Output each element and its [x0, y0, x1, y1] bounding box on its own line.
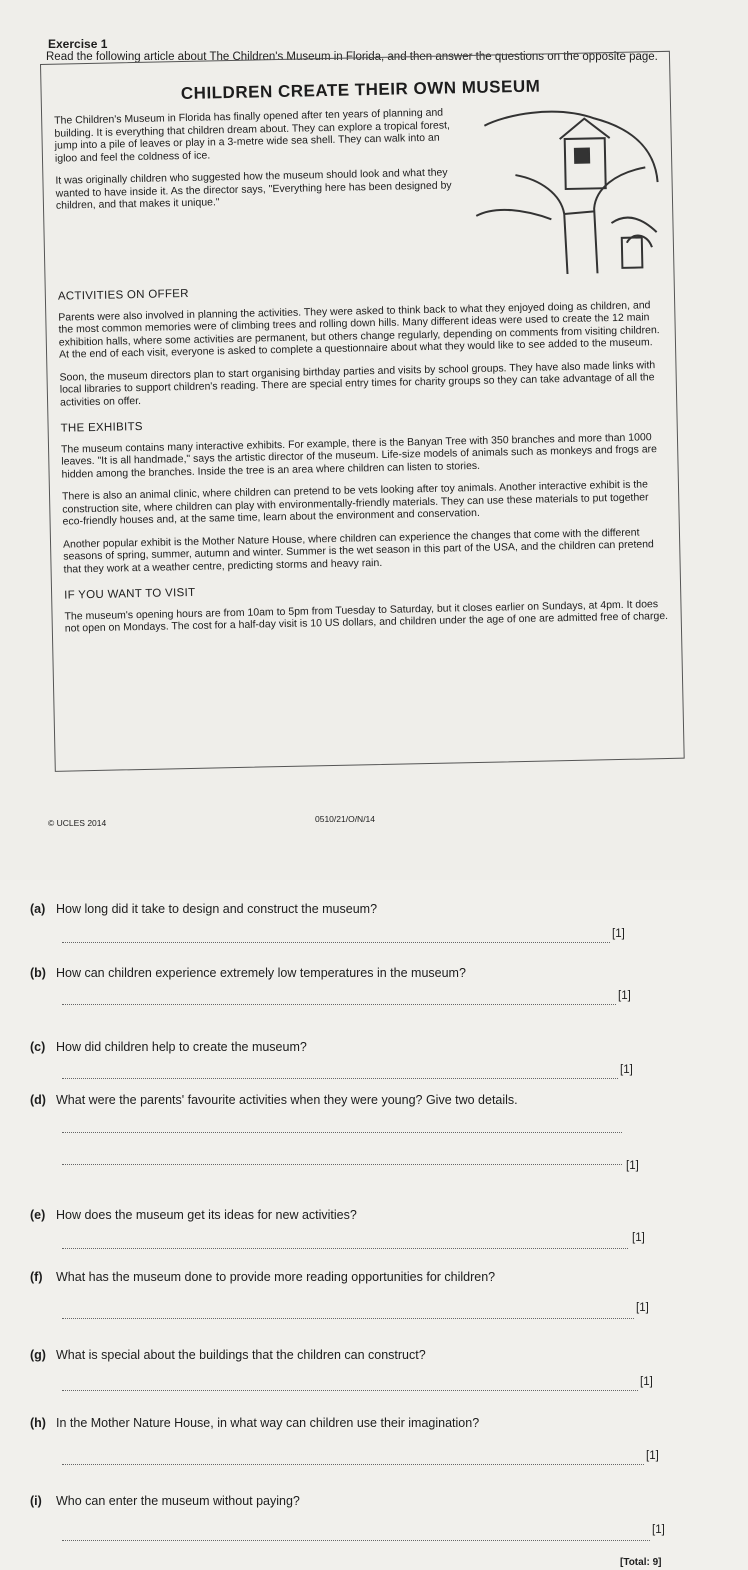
activities-paragraph-2: Soon, the museum directors plan to start organising birthday parties and visits by school groups. They have also made links with local libraries to support children's reading. There are special entry times for charity groups so they can take advantage of all the activities on offer.	[59, 358, 656, 409]
exercise-label: Exercise 1	[48, 37, 108, 51]
mark-g: [1]	[640, 1376, 653, 1388]
section-heading-visit: IF YOU WANT TO VISIT	[64, 586, 196, 602]
copyright: © UCLES 2014	[48, 818, 107, 828]
answer-line-g[interactable]	[62, 1390, 638, 1391]
answer-line-d2[interactable]	[62, 1164, 622, 1165]
exhibits-paragraph-1: The museum contains many interactive exhibits. For example, there is the Banyan Tree with 350 branches and more than 1000 leaves. "It is all handmade," says the artistic director of the museum. Life-size models of animals such as monkeys and frogs are hidden among the branches. Inside the tree is an area where children can listen to stories.	[60, 430, 658, 481]
answer-line-c[interactable]	[62, 1078, 618, 1079]
mark-h: [1]	[646, 1450, 659, 1462]
question-c: (c) How did children help to create the museum?	[30, 1040, 307, 1054]
section-heading-exhibits: THE EXHIBITS	[60, 420, 143, 435]
total-marks: [Total: 9]	[620, 1557, 662, 1568]
question-f: (f) What has the museum done to provide more reading opportunities for children?	[30, 1270, 496, 1284]
question-h: (h) In the Mother Nature House, in what way can children use their imagination?	[30, 1416, 480, 1430]
mark-a: [1]	[612, 928, 625, 940]
question-a: (a) How long did it take to design and construct the museum?	[30, 902, 378, 916]
article-body	[57, 264, 669, 645]
mark-f: [1]	[636, 1302, 649, 1314]
article-intro	[54, 106, 456, 222]
section-heading-activities: ACTIVITIES ON OFFER	[57, 287, 189, 303]
answer-line-i[interactable]	[62, 1540, 650, 1541]
answer-line-b[interactable]	[62, 1004, 616, 1005]
exhibits-paragraph-2: There is also an animal clinic, where children can pretend to be vets looking after toy animals. Another interactive exhibit is the construction site, where children can play with environmentally-friendly materials. They can use these materials to put together eco-friendly houses and, at the same time, learn about the environment and conservation.	[61, 478, 649, 528]
visit-paragraph-1: The museum's opening hours are from 10am to 5pm from Tuesday to Saturday, but it closes earlier on Sundays, at 4pm. It does not open on Mondays. The cost for a half-day visit is 10 US dollars, and children under the age of one are admitted free of charge.	[64, 597, 669, 635]
mark-e: [1]	[632, 1232, 645, 1244]
question-i: (i) Who can enter the museum without paying?	[30, 1494, 300, 1508]
activities-paragraph-1: Parents were also involved in planning the activities. They were asked to think back to what they enjoyed doing as children, and the most common memories were of climbing trees and rolling down hills. Many different ideas were used to create the 12 main exhibition halls, where some activities are permanent, but others change regularly, depending on comments from visiting children. At the end of each visit, everyone is asked to complete a questionnaire about what they would like to see added to the museum.	[58, 298, 660, 361]
mark-i: [1]	[652, 1524, 665, 1536]
mark-b: [1]	[618, 990, 631, 1002]
question-e: (e) How does the museum get its ideas for new activities?	[30, 1208, 357, 1222]
article-box	[40, 51, 685, 772]
answer-line-f[interactable]	[62, 1318, 634, 1319]
answer-line-e[interactable]	[62, 1248, 628, 1249]
intro-paragraph-1: The Children's Museum in Florida has finally opened after ten years of planning and building. It is everything that children dream about. They can explore a tropical forest, jump into a pile of leaves or play in a 3-metre wide sea shell. They can walk into an igloo and feel the coldness of ice.	[54, 106, 451, 165]
answer-line-d1[interactable]	[62, 1132, 622, 1133]
question-d: (d) What were the parents' favourite activities when they were young? Give two details.	[30, 1093, 518, 1107]
answer-line-h[interactable]	[62, 1464, 644, 1465]
question-g: (g) What is special about the buildings that the children can construct?	[30, 1348, 426, 1362]
answer-line-a[interactable]	[62, 942, 610, 943]
intro-paragraph-2: It was originally children who suggested how the museum should look and what they wanted to have inside it. As the director says, "Everything here has been designed by children, and that makes it unique."	[55, 166, 452, 212]
exhibits-paragraph-3: Another popular exhibit is the Mother Nature House, where children can experience the changes that come with the different seasons of spring, summer, autumn and winter. Summer is the wet season in this part of the USA, and the children can pretend that they work at a weather centre, predicting storms and heavy rain.	[62, 526, 654, 576]
question-b: (b) How can children experience extremely low temperatures in the museum?	[30, 966, 466, 980]
instructions: Read the following article about The Children's Museum in Florida, and then answer the questions on the opposite page.	[46, 51, 658, 63]
document-code: 0510/21/O/N/14	[315, 814, 376, 824]
questions-page	[0, 880, 748, 1570]
treehouse-illustration	[444, 92, 664, 276]
mark-c: [1]	[620, 1064, 633, 1076]
article-title: CHILDREN CREATE THEIR OWN MUSEUM	[180, 76, 541, 104]
mark-d: [1]	[626, 1160, 639, 1172]
